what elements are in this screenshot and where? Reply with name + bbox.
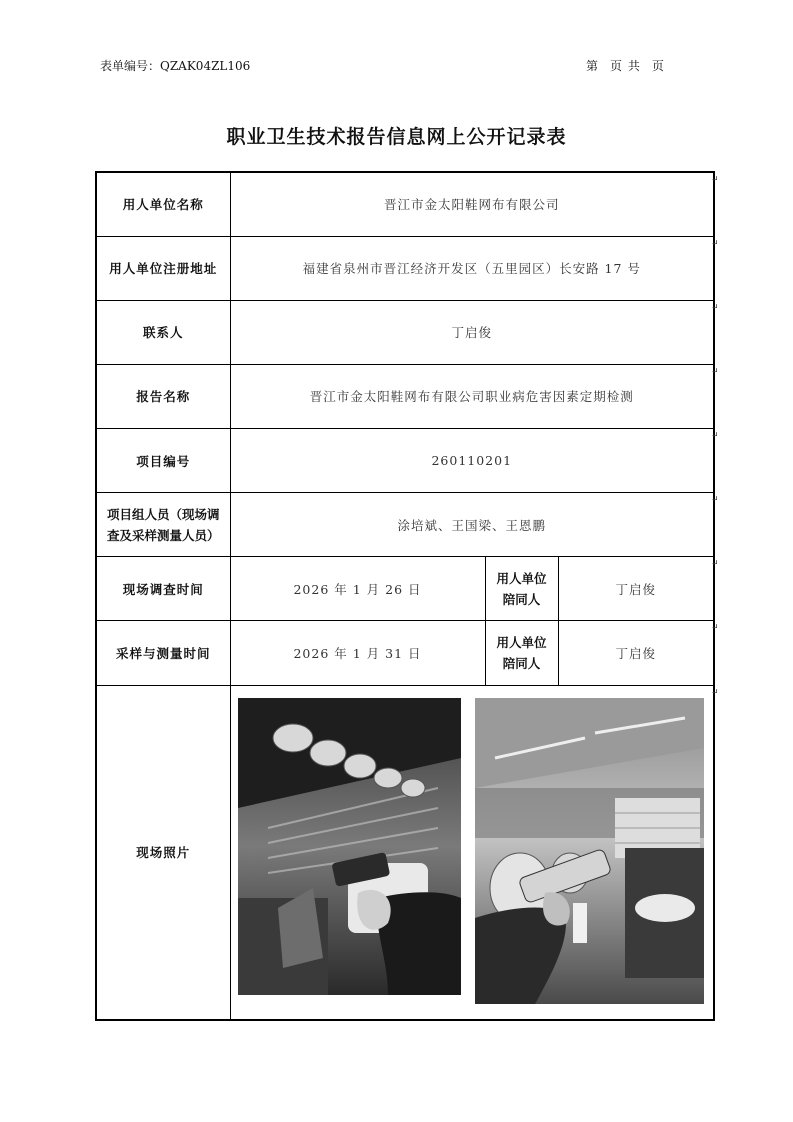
site-photo-1 (238, 698, 461, 995)
photos-cell (230, 685, 714, 1020)
sampling-date: 2026 年 1 月 31 日 (230, 621, 485, 685)
members-label (96, 493, 230, 557)
project-no-label: 项目编号 (96, 429, 230, 493)
project-no-value: 260110201 (230, 429, 714, 493)
survey-escort-label (485, 557, 558, 621)
paragraph-mark: ↵ (711, 431, 719, 441)
survey-escort-value: 丁启俊 (558, 557, 714, 621)
row-survey (96, 557, 714, 621)
sampling-escort-value: 丁启俊 (558, 621, 714, 685)
paragraph-mark: ↵ (711, 495, 719, 505)
survey-escort-label-line1: 用人单位 (496, 570, 547, 586)
sampling-escort-label-line1: 用人单位 (496, 635, 547, 651)
row-unit-name (96, 172, 714, 236)
survey-label: 现场调查时间 (96, 557, 230, 621)
sampling-label: 采样与测量时间 (96, 621, 230, 685)
row-members (96, 493, 714, 557)
page-title: 职业卫生技术报告信息网上公开记录表 (226, 126, 567, 148)
unit-address-value: 福建省泉州市晋江经济开发区（五里园区）长安路 17 号 (230, 236, 714, 300)
row-report-name (96, 364, 714, 428)
row-sampling (96, 621, 714, 685)
report-name-label: 报告名称 (96, 364, 230, 428)
unit-name-value: 晋江市金太阳鞋网布有限公司 (230, 172, 714, 236)
unit-name-label: 用人单位名称 (96, 172, 230, 236)
paragraph-mark: ↵ (711, 239, 719, 249)
paragraph-mark: ↵ (711, 688, 719, 698)
paragraph-mark: ↵ (711, 175, 719, 185)
form-number: 表单编号：QZAK04ZL106 (100, 59, 251, 73)
paragraph-mark: ↵ (711, 303, 719, 313)
paragraph-mark: ↵ (711, 559, 719, 569)
contact-value: 丁启俊 (230, 300, 714, 364)
unit-address-label: 用人单位注册地址 (96, 236, 230, 300)
row-contact (96, 300, 714, 364)
row-photos (96, 685, 714, 1020)
photos-label: 现场照片 (96, 685, 230, 1020)
sampling-escort-label (485, 621, 558, 685)
paragraph-mark: ↵ (711, 367, 719, 377)
page-info: 第 页 共 页 (586, 59, 664, 73)
row-project-no (96, 429, 714, 493)
site-photo-2 (475, 698, 704, 1004)
survey-date: 2026 年 1 月 26 日 (230, 557, 485, 621)
paragraph-mark: ↵ (711, 623, 719, 633)
survey-escort-label-line2: 陪同人 (502, 591, 541, 607)
record-table (95, 171, 715, 1021)
report-name-value: 晋江市金太阳鞋网布有限公司职业病危害因素定期检测 (230, 364, 714, 428)
members-label-line1: 项目组人员（现场调 (106, 506, 220, 522)
sampling-escort-label-line2: 陪同人 (502, 656, 541, 672)
members-label-line2: 查及采样测量人员） (106, 527, 220, 543)
contact-label: 联系人 (96, 300, 230, 364)
row-unit-address (96, 236, 714, 300)
members-value: 涂培斌、王国梁、王恩鹏 (230, 493, 714, 557)
